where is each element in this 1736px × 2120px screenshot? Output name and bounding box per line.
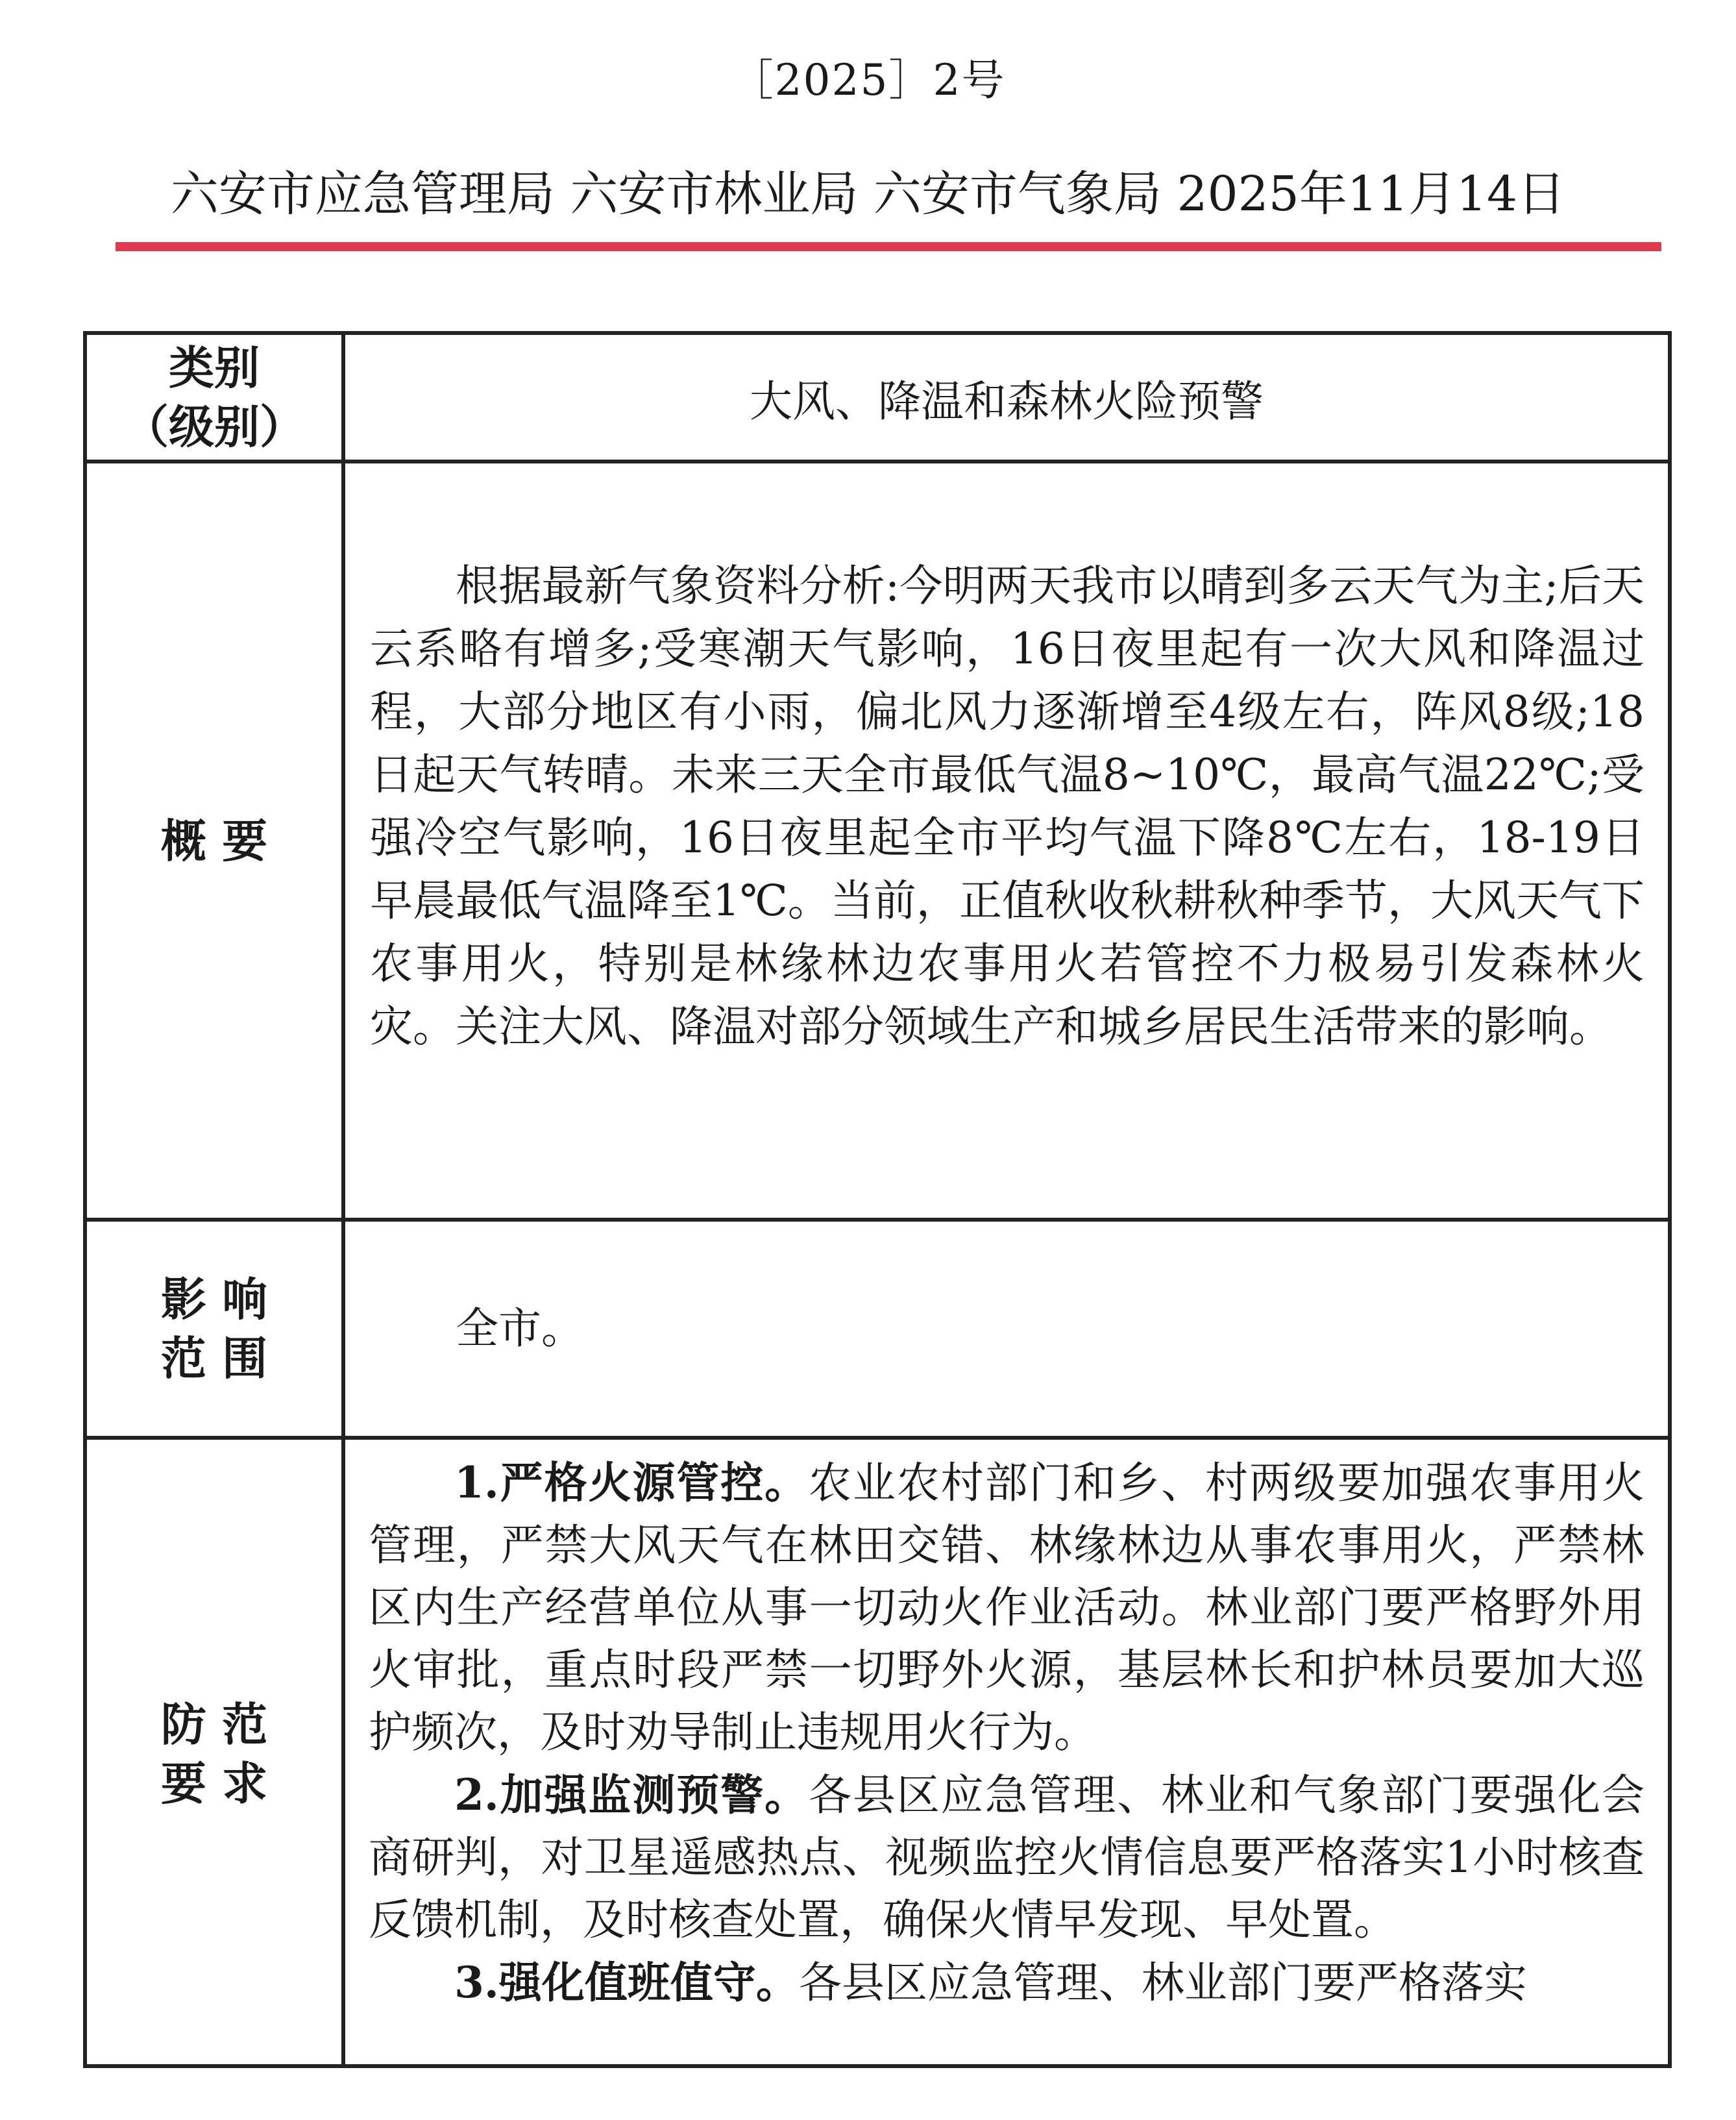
- requirements-label-line2: 要 求: [160, 1756, 268, 1810]
- scope-label-line1: 影 响: [160, 1272, 268, 1326]
- scope-cell: [345, 1222, 1668, 1436]
- requirement-item: [369, 1451, 1644, 1764]
- requirement-heading: 1.严格火源管控。: [454, 1457, 809, 1508]
- red-separator-line: [116, 242, 1661, 251]
- requirement-heading: 2.加强监测预警。: [454, 1769, 809, 1820]
- category-label: [87, 335, 341, 460]
- summary-cell: [345, 463, 1668, 1218]
- requirement-text: 各县区应急管理、林业部门要严格落实: [798, 1958, 1527, 2008]
- requirement-text: 农业农村部门和乡、村两级要加强农事用火管理，严禁大风天气在林田交错、林缘林边从事农事用火，严禁林区内生产经营单位从事一切动火作业活动。林业部门要严格野外用火审批，重点时段严禁一切野外火源，基层林长和护林员要加大巡护频次，及时劝导制止违规用火行为。: [369, 1458, 1645, 1757]
- scope-text: 全市。: [456, 1303, 584, 1353]
- requirement-item: [369, 1951, 1644, 2014]
- issuers-and-date: 六安市应急管理局 六安市林业局 六安市气象局 2025年11月14日: [170, 166, 1566, 222]
- requirement-text: 各县区应急管理、林业和气象部门要强化会商研判，对卫星遥感热点、视频监控火情信息要严格落实1小时核查反馈机制，及时核查处置，确保火情早发现、早处置。: [369, 1770, 1645, 1945]
- requirements-label: [87, 1440, 341, 2068]
- category-label-line1: 类别: [169, 341, 260, 395]
- document-number: ［2025］2号: [730, 55, 1006, 105]
- summary-label: 概 要: [160, 813, 268, 868]
- scope-label: [87, 1222, 341, 1436]
- scope-label-line2: 范 围: [160, 1331, 268, 1385]
- requirements-label-line1: 防 范: [160, 1697, 268, 1751]
- category-value: 大风、降温和森林火险预警: [750, 376, 1264, 426]
- requirement-item: [369, 1764, 1644, 1951]
- category-label-line2: （级别）: [123, 400, 305, 454]
- warning-table: [83, 331, 1672, 2068]
- summary-text: 根据最新气象资料分析:今明两天我市以晴到多云天气为主;后天云系略有增多;受寒潮天气影响，16日夜里起有一次大风和降温过程，大部分地区有小雨，偏北风力逐渐增至4级左右，阵风8级;18日起天气转晴。未来三天全市最低气温8~10℃，最高气温22℃;受强冷空气影响，16日夜里起全市平均气温下降8℃左右，18-19日早晨最低气温降至1℃。当前，正值秋收秋耕秋种季节，大风天气下农事用火，特别是林缘林边农事用火若管控不力极易引发森林火灾。关注大风、降温对部分领域生产和城乡居民生活带来的影响。: [370, 561, 1644, 1052]
- requirements-cell: [345, 1440, 1668, 2068]
- requirement-heading: 3.强化值班值守。: [454, 1957, 799, 2008]
